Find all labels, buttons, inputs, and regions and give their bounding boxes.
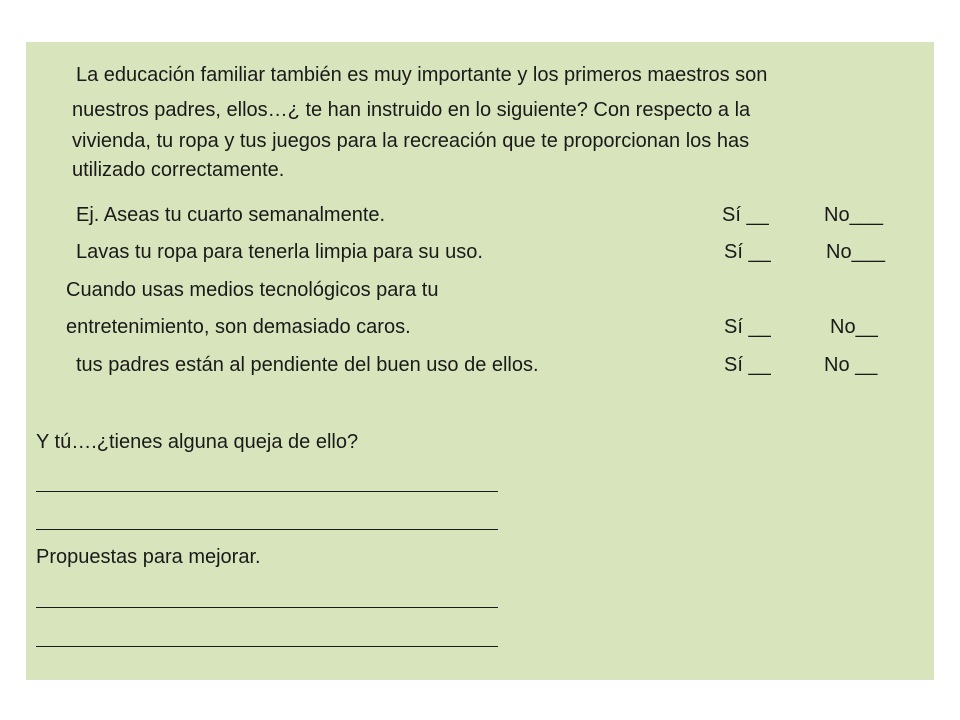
intro-line-3: vivienda, tu ropa y tus juegos para la recreación que te proporcionan los has [72, 130, 750, 152]
question-4-text: tus padres están al pendiente del buen uso de ellos. [76, 354, 539, 376]
question-3-si[interactable]: Sí __ [724, 316, 771, 338]
proposals-answer-line-1[interactable] [36, 607, 498, 608]
intro-line-1: La educación familiar también es muy importante y los primeros maestros son [76, 64, 768, 86]
question-2-si[interactable]: Sí __ [724, 241, 771, 263]
intro-line-2: nuestros padres, ellos…¿ te han instruido en lo siguiente? Con respecto a la [72, 99, 751, 121]
proposals-answer-line-2[interactable] [36, 646, 498, 647]
question-2-text: Lavas tu ropa para tenerla limpia para su uso. [76, 241, 483, 263]
question-1-si[interactable]: Sí __ [722, 204, 769, 226]
question-1-no[interactable]: No___ [824, 204, 883, 226]
question-2-no[interactable]: No___ [826, 241, 885, 263]
proposals-prompt: Propuestas para mejorar. [36, 546, 261, 568]
question-3-text-line-2: entretenimiento, son demasiado caros. [66, 316, 411, 338]
question-3-text-line-1: Cuando usas medios tecnológicos para tu [66, 279, 439, 301]
intro-line-4: utilizado correctamente. [72, 159, 285, 181]
worksheet-panel [26, 42, 934, 680]
question-3-no[interactable]: No__ [830, 316, 878, 338]
complaint-prompt: Y tú….¿tienes alguna queja de ello? [36, 431, 359, 453]
complaint-answer-line-1[interactable] [36, 491, 498, 492]
complaint-answer-line-2[interactable] [36, 529, 498, 530]
question-4-si[interactable]: Sí __ [724, 354, 771, 376]
question-4-no[interactable]: No __ [824, 354, 878, 376]
question-1-text: Ej. Aseas tu cuarto semanalmente. [76, 204, 386, 226]
